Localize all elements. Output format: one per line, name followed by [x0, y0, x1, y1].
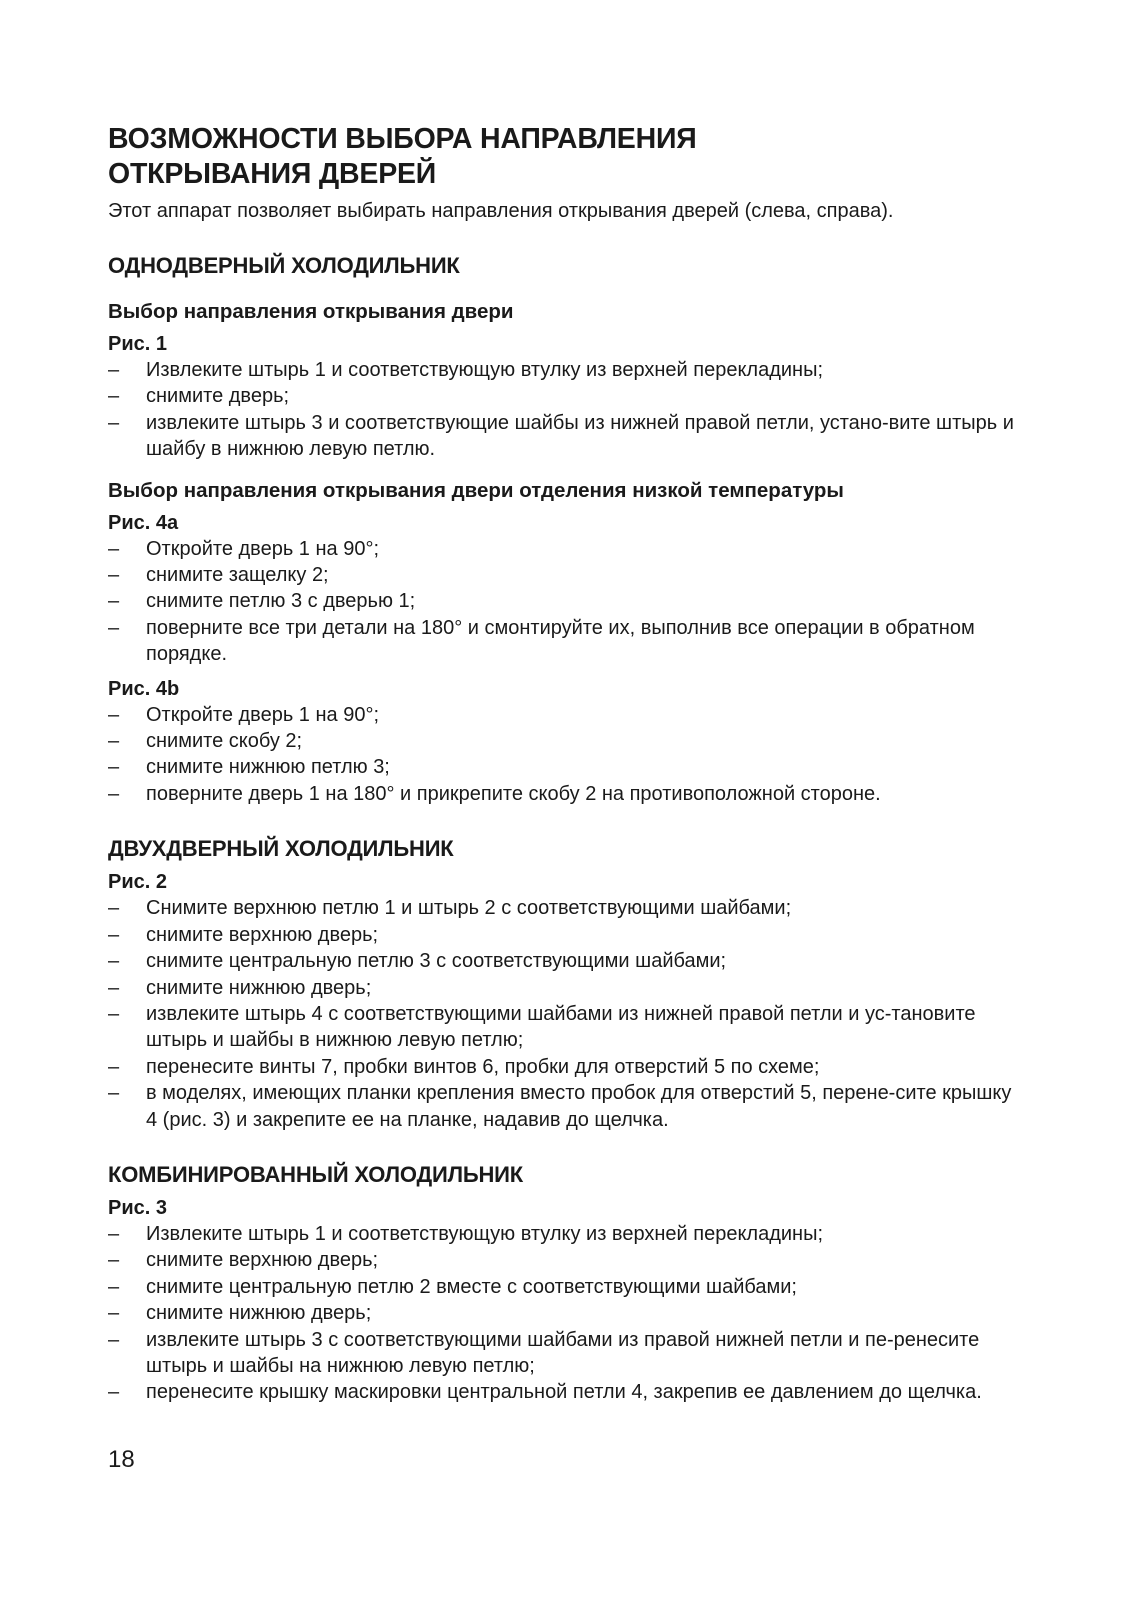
dash-bullet: – [108, 730, 120, 753]
dash-bullet: – [108, 537, 120, 560]
step-item [108, 536, 1020, 562]
step-text: Извлеките штырь 1 и соответствующую втулку из верхней перекладины; [146, 1222, 824, 1245]
step-item [108, 728, 1020, 754]
figure-label-4b: Рис. 4b [108, 677, 180, 700]
section-heading-single: ОДНОДВЕРНЫЙ ХОЛОДИЛЬНИК [108, 253, 460, 278]
step-item [108, 1327, 1020, 1380]
step-item [108, 1300, 1020, 1326]
dash-bullet: – [108, 976, 120, 999]
step-text: извлеките штырь 3 и соответствующие шайбы из нижней правой петли, устано-вите штырь и шайбу в нижнюю левую петлю. [146, 411, 1014, 461]
dash-bullet: – [108, 1381, 120, 1404]
dash-bullet: – [108, 1082, 120, 1105]
step-item [108, 1379, 1020, 1405]
step-item [108, 948, 1020, 974]
step-text: перенесите винты 7, пробки винтов 6, пробки для отверстий 5 по схеме; [146, 1055, 820, 1078]
dash-bullet: – [108, 1222, 120, 1245]
page-content [108, 122, 1020, 1406]
dash-bullet: – [108, 616, 120, 639]
step-item [108, 754, 1020, 780]
step-item [108, 410, 1020, 463]
step-text: снимите защелку 2; [146, 564, 329, 587]
dash-bullet: – [108, 590, 120, 613]
dash-bullet: – [108, 923, 120, 946]
step-text: извлеките штырь 3 с соответствующими шайбами из правой нижней петли и пе-ренесите штырь и шайбы на нижнюю левую петлю; [146, 1328, 980, 1377]
section-heading-combined: КОМБИНИРОВАННЫЙ ХОЛОДИЛЬНИК [108, 1161, 523, 1187]
step-list [108, 1221, 1020, 1406]
step-item [108, 1054, 1020, 1080]
dash-bullet: – [108, 1055, 120, 1078]
dash-bullet: – [108, 564, 120, 587]
step-text: Снимите верхнюю петлю 1 и штырь 2 с соответствующими шайбами; [146, 897, 792, 920]
dash-bullet: – [108, 359, 120, 381]
dash-bullet: – [108, 1302, 120, 1325]
step-item [108, 1080, 1020, 1133]
step-item [108, 1274, 1020, 1300]
step-item [108, 922, 1020, 948]
step-text: поверните дверь 1 на 180° и прикрепите скобу 2 на противоположной стороне. [146, 782, 881, 805]
step-text: поверните все три детали на 180° и смонтируйте их, выполнив все операции в обратном порядке. [146, 616, 975, 666]
step-text: снимите нижнюю петлю 3; [146, 756, 390, 779]
step-text: снимите верхнюю дверь; [146, 1249, 379, 1272]
dash-bullet: – [108, 703, 120, 726]
dash-bullet: – [108, 1328, 120, 1351]
dash-bullet: – [108, 385, 120, 408]
step-item [108, 357, 1020, 383]
dash-bullet: – [108, 1275, 120, 1298]
step-item [108, 1001, 1020, 1054]
intro-text: Этот аппарат позволяет выбирать направления открывания дверей (слева, справа). [108, 200, 894, 222]
dash-bullet: – [108, 950, 120, 973]
step-list [108, 895, 1020, 1133]
step-item [108, 615, 1020, 668]
figure-label-2: Рис. 2 [108, 871, 167, 894]
section-heading-double: ДВУХДВЕРНЫЙ ХОЛОДИЛЬНИК [108, 836, 454, 862]
step-text: извлеките штырь 4 с соответствующими шайбами из нижней правой петли и ус-тановите штырь и шайбы в нижнюю левую петлю; [146, 1002, 976, 1052]
step-item [108, 975, 1020, 1001]
step-list [108, 702, 1020, 808]
step-item [108, 383, 1020, 409]
step-list [108, 357, 1020, 463]
figure-label-4a: Рис. 4а [108, 511, 179, 534]
title-line-1: ВОЗМОЖНОСТИ ВЫБОРА НАПРАВЛЕНИЯ [108, 123, 697, 155]
step-item [108, 702, 1020, 728]
dash-bullet: – [108, 411, 120, 434]
step-text: Откройте дверь 1 на 90°; [146, 537, 379, 560]
page-number: 18 [108, 1446, 135, 1473]
dash-bullet: – [108, 756, 120, 779]
step-text: снимите петлю 3 с дверью 1; [146, 590, 416, 613]
step-text: снимите скобу 2; [146, 730, 303, 753]
step-item [108, 588, 1020, 614]
step-text: в моделях, имеющих планки крепления вместо пробок для отверстий 5, перене-сите крышку 4 (рис. 3) и закрепите ее на планке, надавив до щелчка. [146, 1082, 1012, 1131]
dash-bullet: – [108, 782, 120, 805]
step-item [108, 781, 1020, 807]
dash-bullet: – [108, 897, 120, 920]
step-list [108, 536, 1020, 668]
dash-bullet: – [108, 1249, 120, 1272]
step-text: перенесите крышку маскировки центральной петли 4, закрепив ее давлением до щелчка. [146, 1381, 982, 1404]
subheading-door-direction: Выбор направления открывания двери [108, 300, 514, 323]
title-line-2: ОТКРЫВАНИЯ ДВЕРЕЙ [108, 158, 437, 190]
step-text: снимите верхнюю дверь; [146, 923, 379, 946]
step-text: снимите нижнюю дверь; [146, 1302, 372, 1325]
step-text: снимите центральную петлю 2 вместе с соответствующими шайбами; [146, 1275, 797, 1298]
step-text: снимите дверь; [146, 385, 290, 408]
dash-bullet: – [108, 1002, 120, 1025]
step-item [108, 895, 1020, 921]
subheading-freezer-door-direction: Выбор направления открывания двери отделения низкой температуры [108, 478, 844, 502]
step-text: снимите нижнюю дверь; [146, 976, 372, 999]
figure-label-1: Рис. 1 [108, 333, 167, 355]
figure-label-3: Рис. 3 [108, 1196, 167, 1219]
step-item [108, 1247, 1020, 1273]
page-title [108, 122, 1020, 192]
step-text: Откройте дверь 1 на 90°; [146, 703, 379, 726]
step-item [108, 562, 1020, 588]
step-text: Извлеките штырь 1 и соответствующую втулку из верхней перекладины; [146, 359, 824, 381]
step-text: снимите центральную петлю 3 с соответствующими шайбами; [146, 950, 727, 973]
step-item [108, 1221, 1020, 1247]
